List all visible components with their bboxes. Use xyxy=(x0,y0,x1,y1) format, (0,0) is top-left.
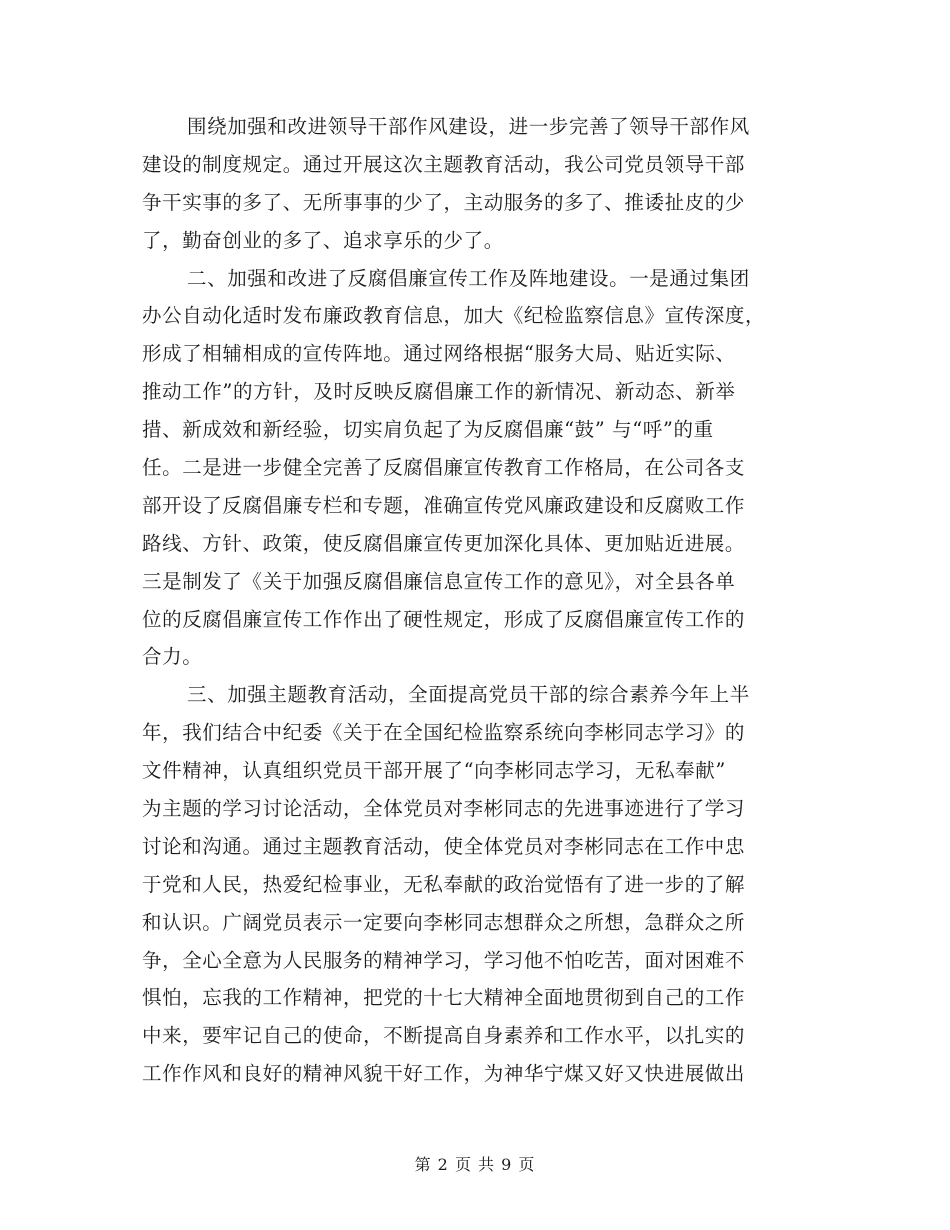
text-line: 讨论和沟通。通过主题教育活动，使全体党员对李彬同志在工作中忠 xyxy=(142,834,746,858)
text-line: 为主题的学习讨论活动，全体党员对李彬同志的先进事迹进行了学习 xyxy=(142,797,746,821)
text-line: 三、加强主题教育活动，全面提高党员干部的综合素养今年上半 xyxy=(187,683,750,707)
text-line: 措、新成效和新经验，切实肩负起了为反腐倡廉“鼓” 与“呼”的重 xyxy=(142,418,714,442)
text-line: 惧怕，忘我的工作精神，把党的十七大精神全面地贯彻到自己的工作 xyxy=(142,986,746,1010)
text-line: 部开设了反腐倡廉专栏和专题，准确宣传党风廉政建设和反腐败工作 xyxy=(142,493,746,517)
text-line: 任。二是进一步健全完善了反腐倡廉宣传教育工作格局，在公司各支 xyxy=(142,456,746,480)
text-line: 了，勤奋创业的多了、追求享乐的少了。 xyxy=(142,228,504,252)
document-body xyxy=(142,108,802,1093)
text-line: 争干实事的多了、无所事事的少了，主动服务的多了、推诿扯皮的少 xyxy=(142,190,746,214)
text-line: 路线、方针、政策，使反腐倡廉宣传更加深化具体、更加贴近进展。 xyxy=(142,531,746,555)
text-line: 推动工作”的方针，及时反映反腐倡廉工作的新情况、新动态、新举 xyxy=(142,380,736,404)
text-line: 建设的制度规定。通过开展这次主题教育活动，我公司党员领导干部 xyxy=(142,152,746,176)
text-line: 和认识。广阔党员表示一定要向李彬同志想群众之所想，急群众之所 xyxy=(142,910,746,934)
text-line: 形成了相辅相成的宣传阵地。通过网络根据“服务大局、贴近实际、 xyxy=(142,342,736,366)
text-line: 办公自动化适时发布廉政教育信息，加大《纪检监察信息》宣传深度， xyxy=(142,304,766,328)
text-line: 中来，要牢记自己的使命，不断提高自身素养和工作水平，以扎实的 xyxy=(142,1024,746,1048)
text-line: 文件精神，认真组织党员干部开展了“向李彬同志学习，无私奉献” xyxy=(142,759,726,783)
text-line: 合力。 xyxy=(142,645,203,669)
text-line: 争，全心全意为人民服务的精神学习，学习他不怕吃苦，面对困难不 xyxy=(142,948,746,972)
text-line: 三是制发了《关于加强反腐倡廉信息宣传工作的意见》，对全县各单 xyxy=(142,569,736,593)
page-number-footer: 第 2 页 共 9 页 xyxy=(414,1155,536,1174)
text-line: 工作作风和良好的精神风貌干好工作，为神华宁煤又好又快进展做出 xyxy=(142,1062,746,1086)
text-line: 二、加强和改进了反腐倡廉宣传工作及阵地建设。一是通过集团 xyxy=(187,266,750,290)
text-line: 年，我们结合中纪委《关于在全国纪检监察系统向李彬同志学习》的 xyxy=(142,721,746,745)
text-line: 围绕加强和改进领导干部作风建设，进一步完善了领导干部作风 xyxy=(187,115,750,138)
text-line: 于党和人民，热爱纪检事业，无私奉献的政治觉悟有了进一步的了解 xyxy=(142,872,746,896)
text-line: 位的反腐倡廉宣传工作作出了硬性规定，形成了反腐倡廉宣传工作的 xyxy=(142,607,746,631)
